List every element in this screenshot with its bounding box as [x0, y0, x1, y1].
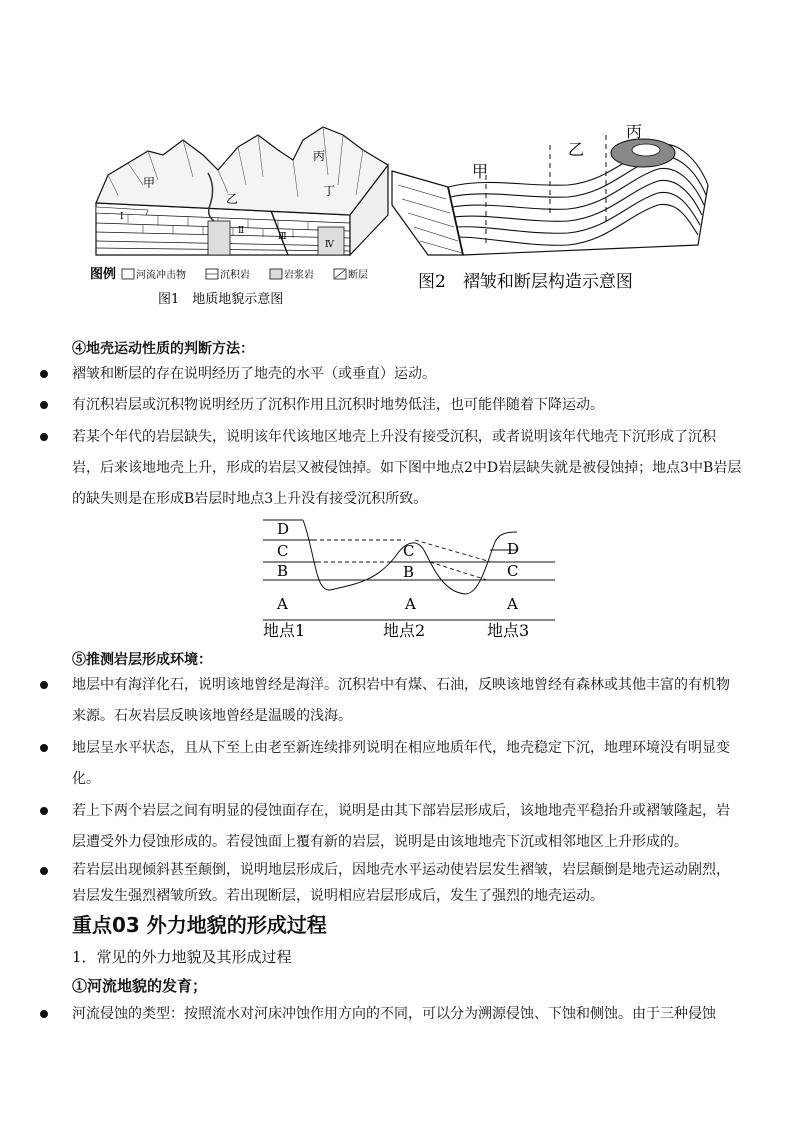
- section-4-bullet: 褶皱和断层的存在说明经历了地壳的水平（或垂直）运动。: [72, 366, 436, 382]
- bullet-dot: [40, 867, 48, 875]
- bullet-dot: [40, 401, 48, 409]
- section-4-bullet: 若某个年代的岩层缺失，说明该年代该地区地壳上升没有接受沉积，或者说明该年代地壳下沉形成了沉积岩，后来该地地壳上升，形成的岩层又被侵蚀掉。如下图中地点2中D岩层缺失就是被侵蚀掉；地点3中B岩层的缺失则是在形成B岩层时地点3上升没有接受沉积所致。: [72, 429, 742, 507]
- fig2-caption: 图2 褶皱和断层构造示意图: [418, 272, 633, 292]
- fig1-caption: 图1 地质地貌示意图: [158, 292, 284, 307]
- fig1-label-bing: 丙: [313, 149, 326, 163]
- fig3-layer-label: C: [507, 562, 519, 580]
- river-erosion-bullet: 河流侵蚀的类型：按照流水对河床冲蚀作用方向的不同，可以分为溯源侵蚀、下蚀和侧蚀。由于三种侵蚀: [72, 1006, 716, 1022]
- fig1-legend-item: 河流冲击物: [136, 270, 186, 281]
- bullet-dot: [40, 433, 48, 441]
- section-5-bullet: 地层呈水平状态，且从下至上由老至新连续排列说明在相应地质年代，地壳稳定下沉，地理环境没有明显变化。: [72, 740, 730, 787]
- section-5-bullet: 地层中有海洋化石，说明该地曾经是海洋。沉积岩中有煤、石油，反映该地曾经有森林或其他丰富的有机物来源。石灰岩层反映该地曾经是温暖的浅海。: [72, 677, 730, 724]
- bullet-dot: [40, 681, 48, 689]
- fig1-label-ding: 丁: [323, 184, 336, 198]
- fig1-legend-item: 岩浆岩: [284, 270, 314, 281]
- fig3-layer-label: C: [277, 542, 289, 560]
- fig3-site-label: 地点3: [487, 621, 530, 640]
- fig3-layer-label: D: [507, 540, 520, 558]
- figure-3-strata-sites: [255, 512, 555, 644]
- bullet-dot: [40, 370, 48, 378]
- fig2-label-jia: 甲: [472, 162, 489, 181]
- fig1-label-jia: 甲: [143, 176, 156, 190]
- bullet-dot: [40, 807, 48, 815]
- section-5-bullet: 若岩层出现倾斜甚至颠倒，说明地层形成后，因地壳水平运动使岩层发生褶皱，岩层颠倒是地壳运动剧烈，岩层发生强烈褶皱所致。若出现断层，说明相应岩层形成后，发生了强烈的地壳运动。: [72, 862, 730, 904]
- figure-1-geologic-landform-diagram: [88, 115, 393, 315]
- fig3-layer-label: B: [277, 562, 289, 580]
- fig1-legend-item: 沉积岩: [220, 270, 250, 281]
- fig1-label-r1: Ⅰ: [120, 212, 124, 222]
- figure-2-fold-and-fault-diagram: [388, 115, 718, 295]
- fig3-layer-label: C: [403, 542, 415, 560]
- section-heading-key-point-03: 重点03 外力地貌的形成过程: [72, 913, 327, 937]
- fig1-label-r4: Ⅳ: [325, 240, 334, 250]
- fig1-legend-item: 断层: [348, 270, 368, 281]
- fig3-layer-label: A: [405, 595, 416, 613]
- fig3-layer-label: B: [403, 563, 415, 581]
- bullet-dot: [40, 1010, 48, 1018]
- subheading-common-landforms: 1．常见的外力地貌及其形成过程: [72, 948, 292, 966]
- subheading-river-landforms: ①河流地貌的发育；: [72, 977, 208, 995]
- section-4-title: ④地壳运动性质的判断方法：: [72, 341, 254, 357]
- fig3-layer-label: A: [507, 595, 518, 613]
- fig2-label-yi: 乙: [568, 140, 585, 159]
- fig1-label-yi: 乙: [226, 192, 239, 206]
- fig1-legend-title: 图例: [90, 267, 117, 282]
- fig1-label-r2: Ⅱ: [238, 226, 245, 236]
- section-5-bullet: 若上下两个岩层之间有明显的侵蚀面存在，说明是由其下部岩层形成后，该地地壳平稳抬升或褶皱隆起，岩层遭受外力侵蚀形成的。若侵蚀面上覆有新的岩层，说明是由该地地壳下沉或相邻地区上升形成的。: [72, 803, 730, 850]
- fig3-site-label: 地点2: [383, 621, 426, 640]
- fig2-label-bing: 丙: [626, 122, 643, 141]
- fig3-site-label: 地点1: [263, 621, 306, 640]
- fig3-layer-label: D: [277, 520, 290, 538]
- section-4-bullet: 有沉积岩层或沉积物说明经历了沉积作用且沉积时地势低洼，也可能伴随着下降运动。: [72, 397, 604, 413]
- bullet-dot: [40, 744, 48, 752]
- fig1-label-r3: Ⅲ: [278, 232, 287, 242]
- section-5-title: ⑤推测岩层形成环境：: [72, 652, 212, 668]
- fig3-layer-label: A: [277, 595, 288, 613]
